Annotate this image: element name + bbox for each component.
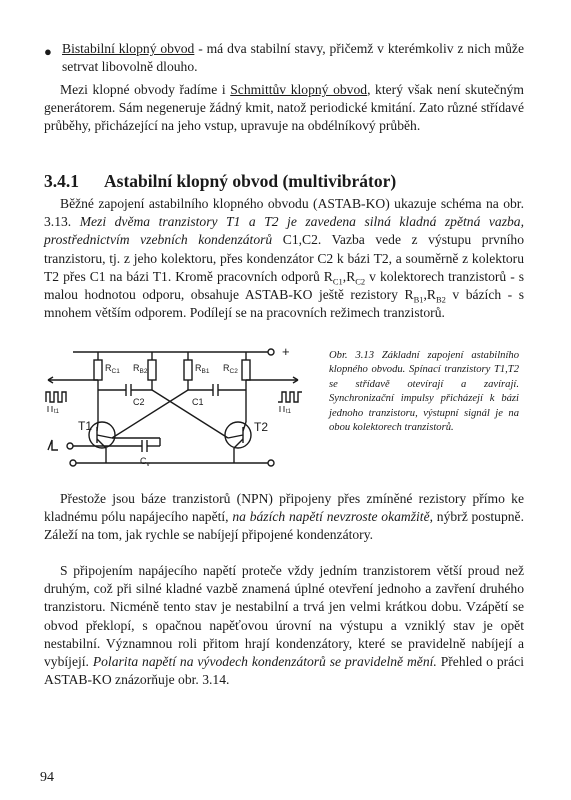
capacitor-c2 [126, 384, 152, 407]
ground-terminal-left [70, 460, 76, 466]
svg-text:RC1: $R_{C1}$ [105, 363, 120, 375]
svg-text:Cv: $C_v$ [140, 456, 150, 468]
svg-text:C2: C2 [133, 397, 145, 407]
transistor-t2 [225, 420, 268, 463]
plus-terminal [268, 349, 274, 355]
bullet-term: Bistabilní klopný obvod [62, 41, 195, 56]
svg-text:RC2: $R_{C2}$ [223, 363, 238, 375]
bullet-paragraph: Bistabilní klopný obvod - má dva stabilní stavy, přičemž v kterémkoliv z nich může setrvat libovolně dlouho. [62, 41, 524, 75]
circuit-diagram [40, 340, 325, 475]
schmitt-term: Schmittův klopný obvod [230, 82, 368, 97]
svg-text:t1: t1 [286, 409, 292, 415]
svg-text:C1: C1 [192, 397, 204, 407]
svg-text:+: + [282, 344, 290, 359]
paragraph-astab-intro: Běžné zapojení astabilního klopného obvodu (ASTAB-KO) ukazuje schéma na obr. 3.13. Mezi dvěma tranzistory T1 a T2 je zavedena silná kladná zpětná vazba, prostřednictvím vzebních kondenzátorů C1,C2. Vazba vede z výstupu prvního tranzistoru, tj. z jeho kolektoru, přes kondenzátor C2 k bázi T2, a souměrně z kolektoru T2 přes C1 na bázi T1. Kromě pracovních odporů $R_{C1},R_{C2}$ v kolektorech tranzistorů - s malou hodnotou odporu, obsahuje ASTAB-KO ještě rezistory $R_{B1},R_{B2}$ v bázích - s mnohem větším odporem. Podílejí se na pracovních režimech tranzistorů. [44, 196, 525, 321]
resistor-rc1 [94, 352, 120, 422]
svg-text:T1: T1 [78, 419, 93, 433]
svg-text:T2: T2 [254, 420, 269, 434]
sync-pulse-icon [48, 440, 58, 450]
right-output-signal [246, 377, 302, 415]
left-output-signal [46, 377, 98, 415]
transistor-t1 [78, 419, 115, 463]
svg-text:RB1: $R_{B1}$ [195, 363, 210, 375]
paragraph-base-voltage: Přestože jsou báze tranzistorů (NPN) připojeny přes zmíněné rezistory přímo ke kladnému pólu napájecího napětí, na bázích napětí nevzroste okamžitě, nýbrž postupně. Záleží na tom, jak rychle se nabíjejí připojené kondenzátory. [44, 491, 524, 543]
svg-text:RB2: $R_{B2}$ [133, 363, 148, 375]
resistor-rb2 [133, 352, 156, 390]
ground-terminal-right [268, 460, 274, 466]
section-heading [44, 171, 524, 192]
svg-text:t1: t1 [54, 409, 60, 415]
section-number: 3.4.1 [44, 171, 79, 191]
resistor-rc2 [223, 352, 250, 422]
bullet-icon: ● [44, 44, 52, 59]
resistor-rb1 [184, 352, 210, 390]
capacitor-c1 [188, 384, 218, 407]
sync-input-terminal [67, 443, 73, 449]
page-number: 94 [40, 770, 54, 785]
section-title: Astabilní klopný obvod (multivibrátor) [104, 171, 397, 191]
paragraph-schmitt: Mezi klopné obvody řadíme i Schmittův klopný obvod, který však není skutečným generátorem. Sám negeneruje žádný kmit, natož periodické kmitání. Zato různé střídavé průběhy, přicházející na jeho vstup, upravuje na obdélníkový průběh. [44, 82, 524, 134]
figure-caption: Obr. 3.13 Základní zapojení astabilního klopného obvodu. Spínací tranzistory T1,T2 se střídavě otevírají a zavírají. Synchronizační impulsy přicházejí k bázi jednoho tranzistoru, výstupní signál je na obou kolektorech tranzistorů. [329, 350, 519, 434]
paragraph-switching: S připojením napájecího napětí proteče vždy jedním tranzistorem větší proud než druhým, což při silné kladné vazbě znamená úplné otevření jednoho a zavření druhého tranzistoru. Nicméně tento stav je nestabilní a trvá jen velmi krátkou dobu. Vzápětí se obvod překlopí, s opačnou napěťovou úrovní na výstupu a vzniklý stav je opět nestabilní. Významnou roli přitom hrají kondenzátory, které se pravidelně nabíjejí a vybíjejí. Polarita napětí na vývodech kondenzátorů se pravidelně mění. Přehled o práci ASTAB-KO znázorňuje obr. 3.14. [44, 563, 524, 688]
